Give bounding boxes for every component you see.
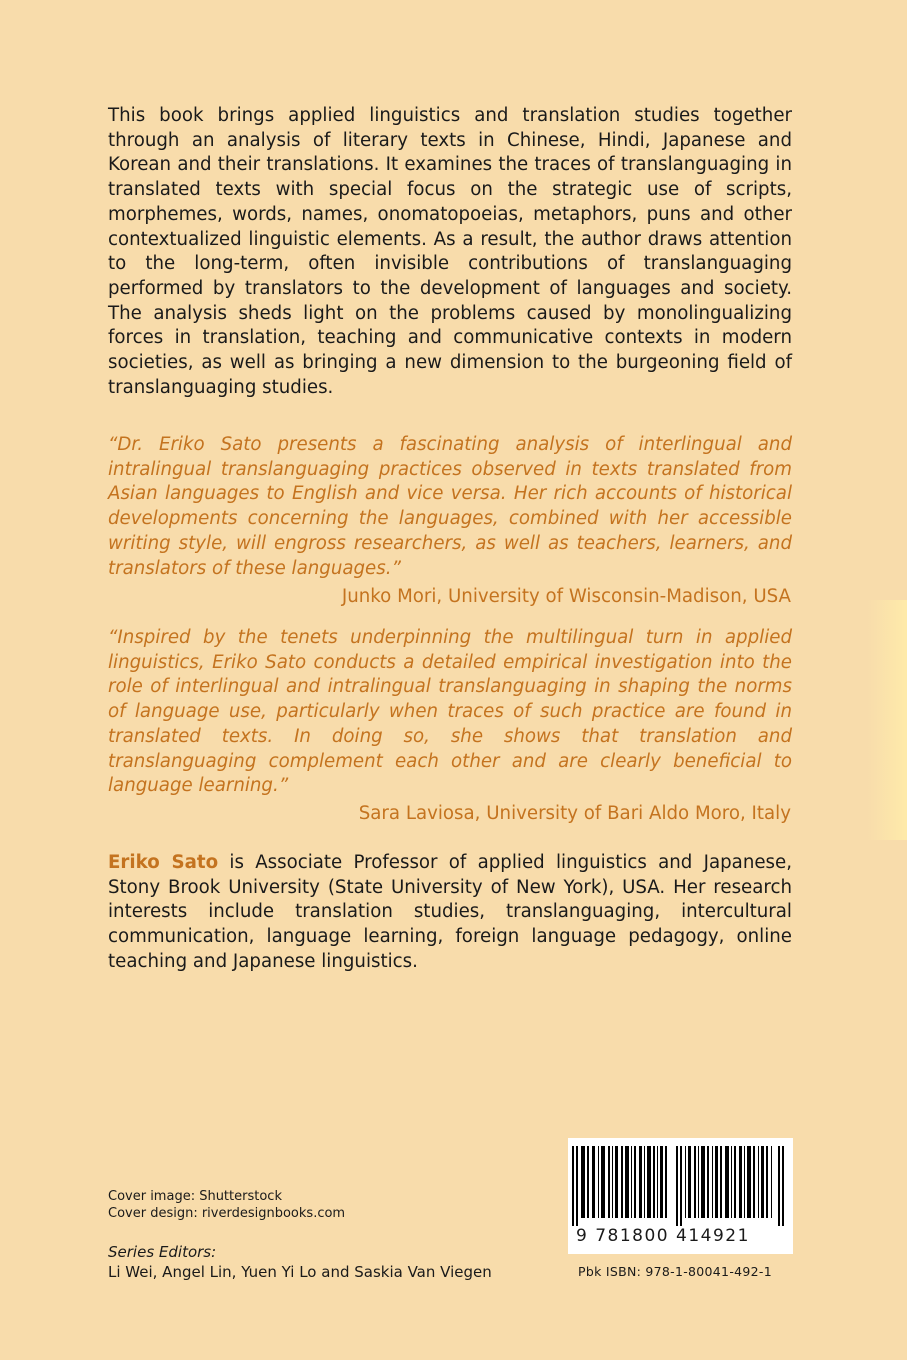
edge-highlight xyxy=(867,600,907,840)
author-bio xyxy=(108,851,792,975)
cover-image-credit: Cover image: Shutterstock xyxy=(108,1189,282,1204)
cover-credits xyxy=(108,1188,345,1222)
book-blurb: This book brings applied linguistics and translation studies together through an analysis of literary texts in Chinese, Hindi, Japanese and Korean and their translations. It examines the traces of translanguaging in translated texts with special focus on the strategic use of scripts, morphemes, words, names, onomatopoeias, metaphors, puns and other contextualized linguistic elements. As a result, the author draws attention to the long-term, often invisible contributions of translanguaging performed by translators to the development of languages and society. The analysis sheds light on the problems caused by monolingualizing forces in translation, teaching and communicative contexts in modern societies, as well as bringing a new dimension to the burgeoning field of translanguaging studies. xyxy=(108,105,792,398)
endorsement-attribution-2: Sara Laviosa, University of Bari Aldo Moro, Italy xyxy=(358,803,791,824)
series-editors-label: Series Editors: xyxy=(108,1243,217,1261)
endorsement-attribution-1: Junko Mori, University of Wisconsin-Madison, USA xyxy=(341,586,791,607)
isbn: Pbk ISBN: 978-1-80041-492-1 xyxy=(578,1264,772,1279)
barcode-digits: 9 781800 414921 xyxy=(576,1226,750,1246)
series-editors xyxy=(108,1242,492,1282)
barcode xyxy=(568,1138,793,1254)
barcode-bars xyxy=(568,1138,793,1226)
endorsement-quote-2: “Inspired by the tenets underpinning the multilingual turn in applied linguistics, Eriko Sato conducts a detailed empirical investigation into the role of interlingual and intralingual translanguaging in shaping the norms of language use, particularly when traces of such practice are found in translated texts. In doing so, she shows that translation and translanguaging complement each other and are clearly beneficial to language learning.” xyxy=(108,627,792,797)
series-editors-names: Li Wei, Angel Lin, Yuen Yi Lo and Saskia Van Viegen xyxy=(108,1263,492,1281)
author-bio-text: is Associate Professor of applied linguistics and Japanese, Stony Brook University (State University of New York), USA. Her research interests include translation studies, translanguaging, intercultural communication, language learning, foreign language pedagogy, online teaching and Japanese linguistics. xyxy=(108,852,792,972)
cover-design-credit: Cover design: riverdesignbooks.com xyxy=(108,1206,346,1221)
author-name: Eriko Sato xyxy=(108,852,219,873)
endorsement-quote-1: “Dr. Eriko Sato presents a fascinating analysis of interlingual and intralingual translanguaging practices observed in texts translated from Asian languages to English and vice versa. Her rich accounts of historical developments concerning the languages, combined with her accessible writing style, will engross researchers, as well as teachers, learners, and translators of these languages.” xyxy=(108,434,792,579)
